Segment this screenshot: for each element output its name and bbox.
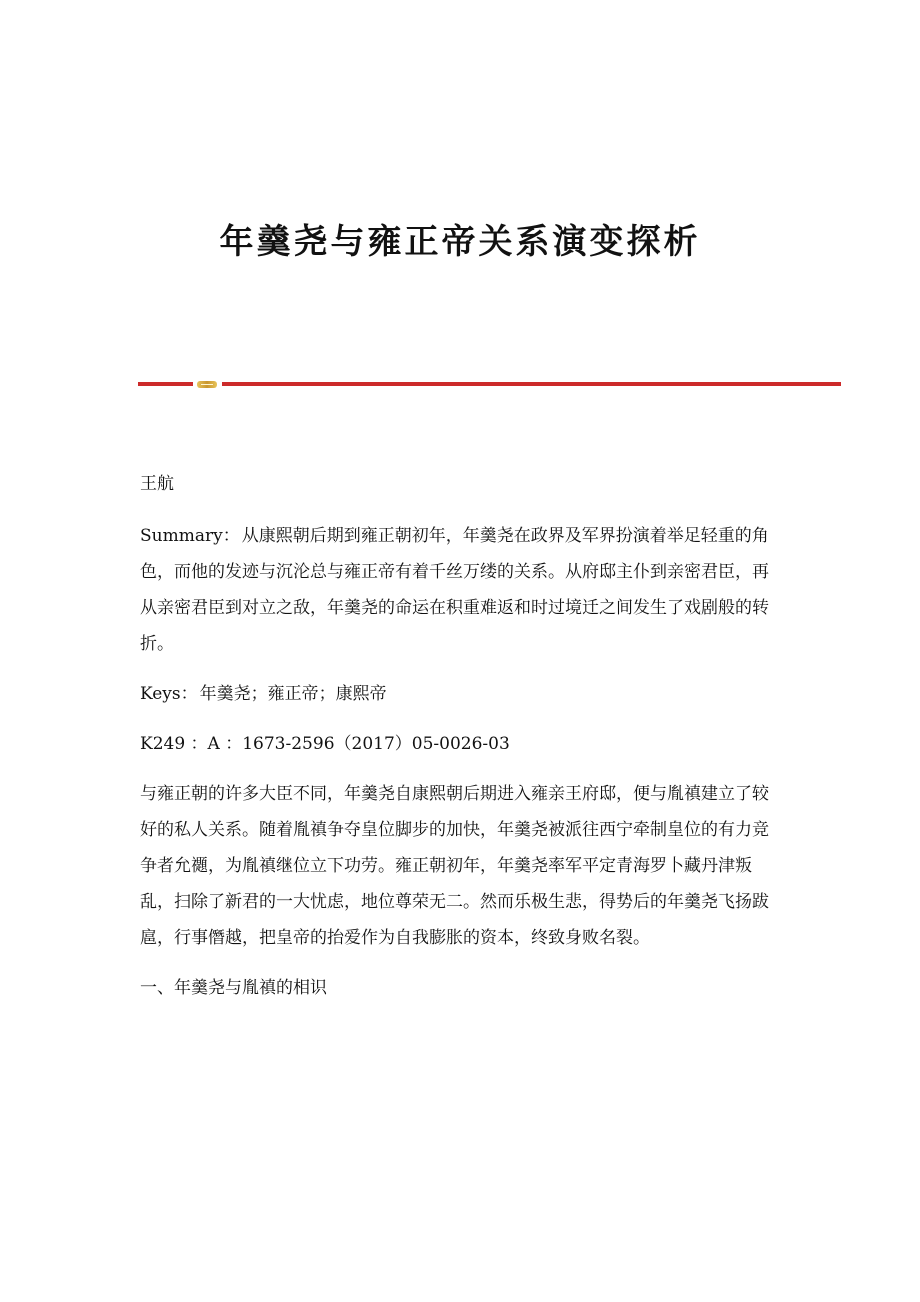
keywords-text: 年羹尧；雍正帝；康熙帝: [199, 684, 387, 704]
title-divider: [138, 380, 841, 390]
summary-label: Summary：: [140, 526, 240, 546]
divider-left-bar: [138, 382, 193, 386]
summary-text: 从康熙朝后期到雍正朝初年，年羹尧在政界及军界扮演着举足轻重的角色，而他的发迹与沉沦总与雍正帝有着千丝万缕的关系。从府邸主仆到亲密君臣，再从亲密君臣到对立之敌，年羹尧的命运在积重难返和时过境迁之间发生了戏剧般的转折。: [140, 526, 769, 654]
divider-right-bar: [222, 382, 841, 386]
document-body: [140, 466, 780, 1006]
intro-paragraph: 与雍正朝的许多大臣不同，年羹尧自康熙朝后期进入雍亲王府邸，便与胤禛建立了较好的私人关系。随着胤禛争夺皇位脚步的加快，年羹尧被派往西宁牵制皇位的有力竞争者允禵，为胤禛继位立下功劳。雍正朝初年，年羹尧率军平定青海罗卜藏丹津叛乱，扫除了新君的一大忧虑，地位尊荣无二。然而乐极生悲，得势后的年羹尧飞扬跋扈，行事僭越，把皇帝的抬爱作为自我膨胀的资本，终致身败名裂。: [140, 784, 769, 948]
author-name: 王航: [140, 474, 174, 494]
divider-ornament-icon: [197, 381, 217, 388]
keywords-line: [140, 676, 780, 712]
keywords-label: Keys：: [140, 684, 198, 704]
classification-line: K249 ：A ：1673-2596（2017）05-0026-03: [140, 734, 510, 754]
document-title: 年羹尧与雍正帝关系演变探析: [219, 222, 701, 262]
summary-paragraph: [140, 518, 780, 662]
section-heading: 一、年羹尧与胤禛的相识: [140, 978, 327, 998]
